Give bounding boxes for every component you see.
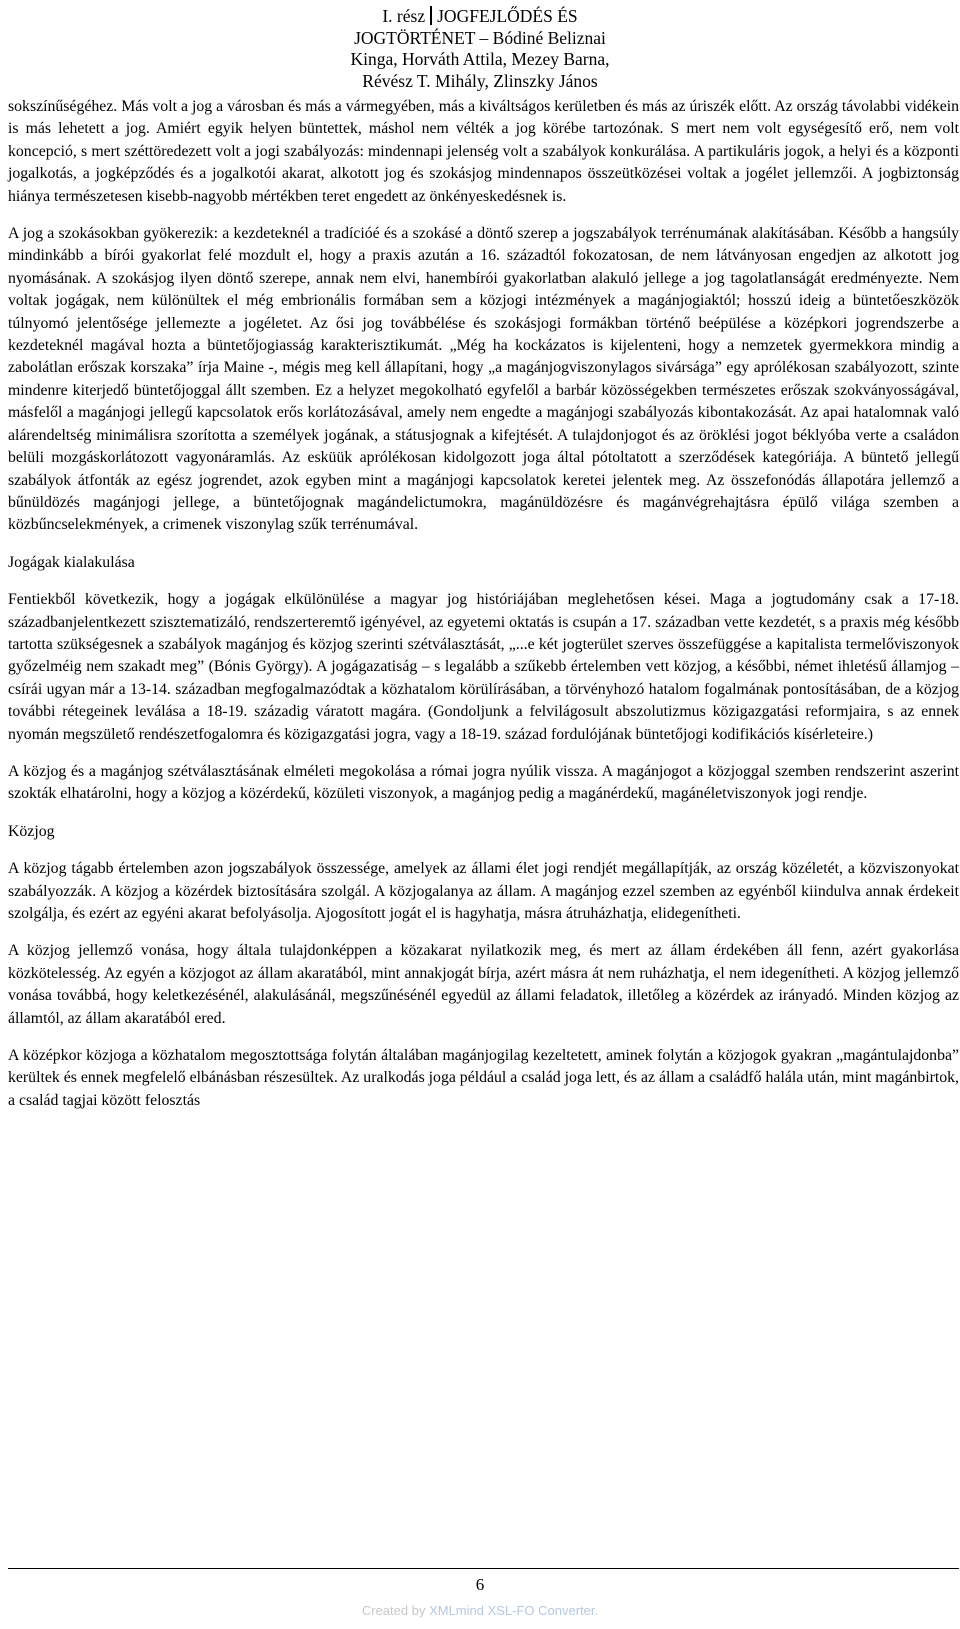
credit-brand: XMLmind XSL-FO Converter <box>429 1603 595 1618</box>
body-paragraph: A közjog tágabb értelemben azon jogszabályok összessége, amelyek az állami élet jogi rendjét megállapítják, az ország közéletét, a közviszonyokat szabályozzák. A közjog a közérdek biztosítására szolgál. A közjogalanya az állam. A magánjog ezzel szemben az egyénből kiindulva annak érdekeit szolgálja, és ezért az egyéni akarat befolyásolja. Ajogosított jogát el is hagyhatja, másra átruházhatja, elidegenítheti. <box>8 860 959 922</box>
document-body <box>8 96 959 1127</box>
body-paragraph: A középkor közjoga a közhatalom megosztottsága folytán általában magánjogilag kezeltetett, aminek folytán a közjogok gyakran „magántulajdonba” kerültek és ennek megfelelő elbánásban részesültek. Az uralkodás joga például a család joga lett, és az állam a családfő halála után, mint magánbirtok, a család tagjai között felosztás <box>8 1047 959 1109</box>
header-title-line2: JOGTÖRTÉNET – Bódiné Beliznai <box>354 27 606 48</box>
header-title-line1: JOGFEJLŐDÉS ÉS <box>437 6 578 26</box>
credit-prefix: Created by <box>361 1603 430 1618</box>
credit-suffix: . <box>594 1603 599 1618</box>
page-header <box>0 0 960 98</box>
page-number: 6 <box>475 1575 485 1594</box>
body-paragraph: A közjog jellemző vonása, hogy általa tulajdonképpen a közakarat nyilatkozik meg, és mert az állam érdekében áll fenn, azért gyakorlása közkötelesség. Az egyén a közjogot az állam akaratából, mint annakjogát bírja, azért másra át nem ruházhatja, el nem idegenítheti. A közjog jellemző vonása továbbá, hogy keletkezésénél, alakulásánál, megszűnésénél egyedül az állami feladatok, illetőleg a közérdek az irányadó. Minden közjog az államtól, az állam akaratából ered. <box>8 942 959 1027</box>
body-paragraph: Fentiekből következik, hogy a jogágak elkülönülése a magyar jog históriájában meglehetősen kései. Maga a jogtudomány csak a 17-18. századbanjelentkezett szisztematizáló, rendszerteremtő igényével, az egyetemi oktatás is csupán a 17. században vette kezdetét, s a praxis még később tartotta szükségesnek a szabályok magánjog és közjog szerinti szétválasztását, „...e két jogterület szerves összefüggése a kapitalista termelőviszonyok győzelméig nem szakadt meg” (Bónis György). A jogágazatiság – s legalább a szűkebb értelemben vett közjog, a későbbi, német ihletésű államjog – csírái ugyan már a 13-14. században megfogalmazódtak a közhatalom körülírásában, a törvényhozó hatalom fogalmának pontosításában, de a közjog további rétegeinek leválása a 18-19. századig váratott magára. (Gondoljunk a felvilágosult abszolutizmus közigazgatási reformjaira, s az ennek nyomán megszülető rendészetfogalomra és közigazgatási jogra, vagy a 18-19. század fordulójának büntetőjogi kodifikációs kísérleteire.) <box>8 591 959 743</box>
body-paragraph: sokszínűségéhez. Más volt a jog a városban és más a vármegyében, más a kiváltságos kerületben és más az úriszék előtt. Az ország távolabbi vidékein is más lehetett a jog. Amiért egyik helyen büntettek, máshol nem vélték a jog körébe tartozónak. S mert nem volt egységesítő erő, nem volt koncepció, s mert széttöredezett volt a jogi szabályozás: mindennapi jelenség volt a szabályok konkurálása. A partikuláris jogok, a helyi és a központi jogalkotás, a jogképződés és a jogalkotói akarat, alkotott jog és szokásjog mindennapos összeütközései voltak a jogélet jellemzői. A jogbiztonság hiánya természetesen kisebb-nagyobb mértékben teret engedett az önkényeskedésnek is. <box>8 98 959 205</box>
header-part: I. rész <box>382 6 426 26</box>
header-authors-line1: Kinga, Horváth Attila, Mezey Barna, <box>350 49 610 69</box>
converter-credit <box>0 1603 960 1618</box>
body-paragraph: A közjog és a magánjog szétválasztásának elméleti megokolása a római jogra nyúlik vissza. A magánjogot a közjoggal szemben rendszerint aszerint szokták elhatárolni, hogy a közjog a közérdekű, közületi viszonyok, a magánjog pedig a magánérdekű, magánéletviszonyok jogi rendje. <box>8 762 959 803</box>
header-authors-line2: Révész T. Mihály, Zlinszky János <box>362 70 598 91</box>
section-heading: Közjog <box>8 822 55 840</box>
header-title-block <box>330 6 630 92</box>
footer-divider <box>8 1568 959 1569</box>
section-heading: Jogágak kialakulása <box>8 553 135 571</box>
body-paragraph: A jog a szokásokban gyökerezik: a kezdeteknél a tradícióé és a szokásé a döntő szerep a jogszabályok terrénumának alakításában. Később a hangsúly mindinkább a bírói gyakorlat felé mozdult el, hogy a praxis azután a 16. századtól fokozatosan, de nem látványosan engedjen az alkotott jog nyomásának. A szokásjog ilyen döntő szerepe, annak nem elvi, hanembírói gyakorlatban alakuló jellege a jog tagolatlanságát eredményezte. Nem voltak jogágak, nem különültek el még embrionális formában sem a közjogi intézmények a magánjogiaktól; hosszú ideig a büntetőeszközök túlnyomó jelentősége jellemezte a jogéletet. Az ősi jog továbbélése és szokásjogi formákban történő beépülése a középkori jogrendszerbe a kezdeteknél magával hozta a büntetőjogiasság karakterisztikumát. „Még ha kockázatos is kijelenteni, hogy a nemzetek gyermekkora mindig a zabolátlan erőszak korszaka” írja Maine -, mégis meg kell állapítani, hogy „a magánjogviszonylagos sivársága” egy aprólékosan szabályozott, szinte mindenre kiterjedő büntetőjoggal állt szemben. Ez a helyzet megokolható egyfelől a barbár közösségekben természetes erőszak szokványosságával, másfelől a magánjogi jellegű kapcsolatok erős korlátozásával, amely nem engedte a magánjogi szabályozás kibontakozását. Az apai hatalomnak való alárendeltség minimálisra szorította a személyek jogának, a státusjognak a kifejtését. A tulajdonjogot és az öröklési jogot béklyóba verte a családon belüli mozgáskorlátozott vagyonáramlás. Az esküük aprólékosan kidolgozott joga által pótoltatott a szerződések kategóriája. A büntető jellegű szabályok átfonták az egész jogrendet, azok egyben mint a magánjogi kapcsolatok keretei jelentek meg. Az összefonódás állapotára jellemző a bűnüldözés magánjogi jellege, a büntetőjognak magándelictumokra, magánüldözésre és magánvégrehajtásra épülő világa szemben a közbűncselekmények, a crimenek viszonylag szűk terrénumával. <box>8 225 959 534</box>
header-separator <box>430 6 432 25</box>
header-line-1 <box>330 6 630 28</box>
